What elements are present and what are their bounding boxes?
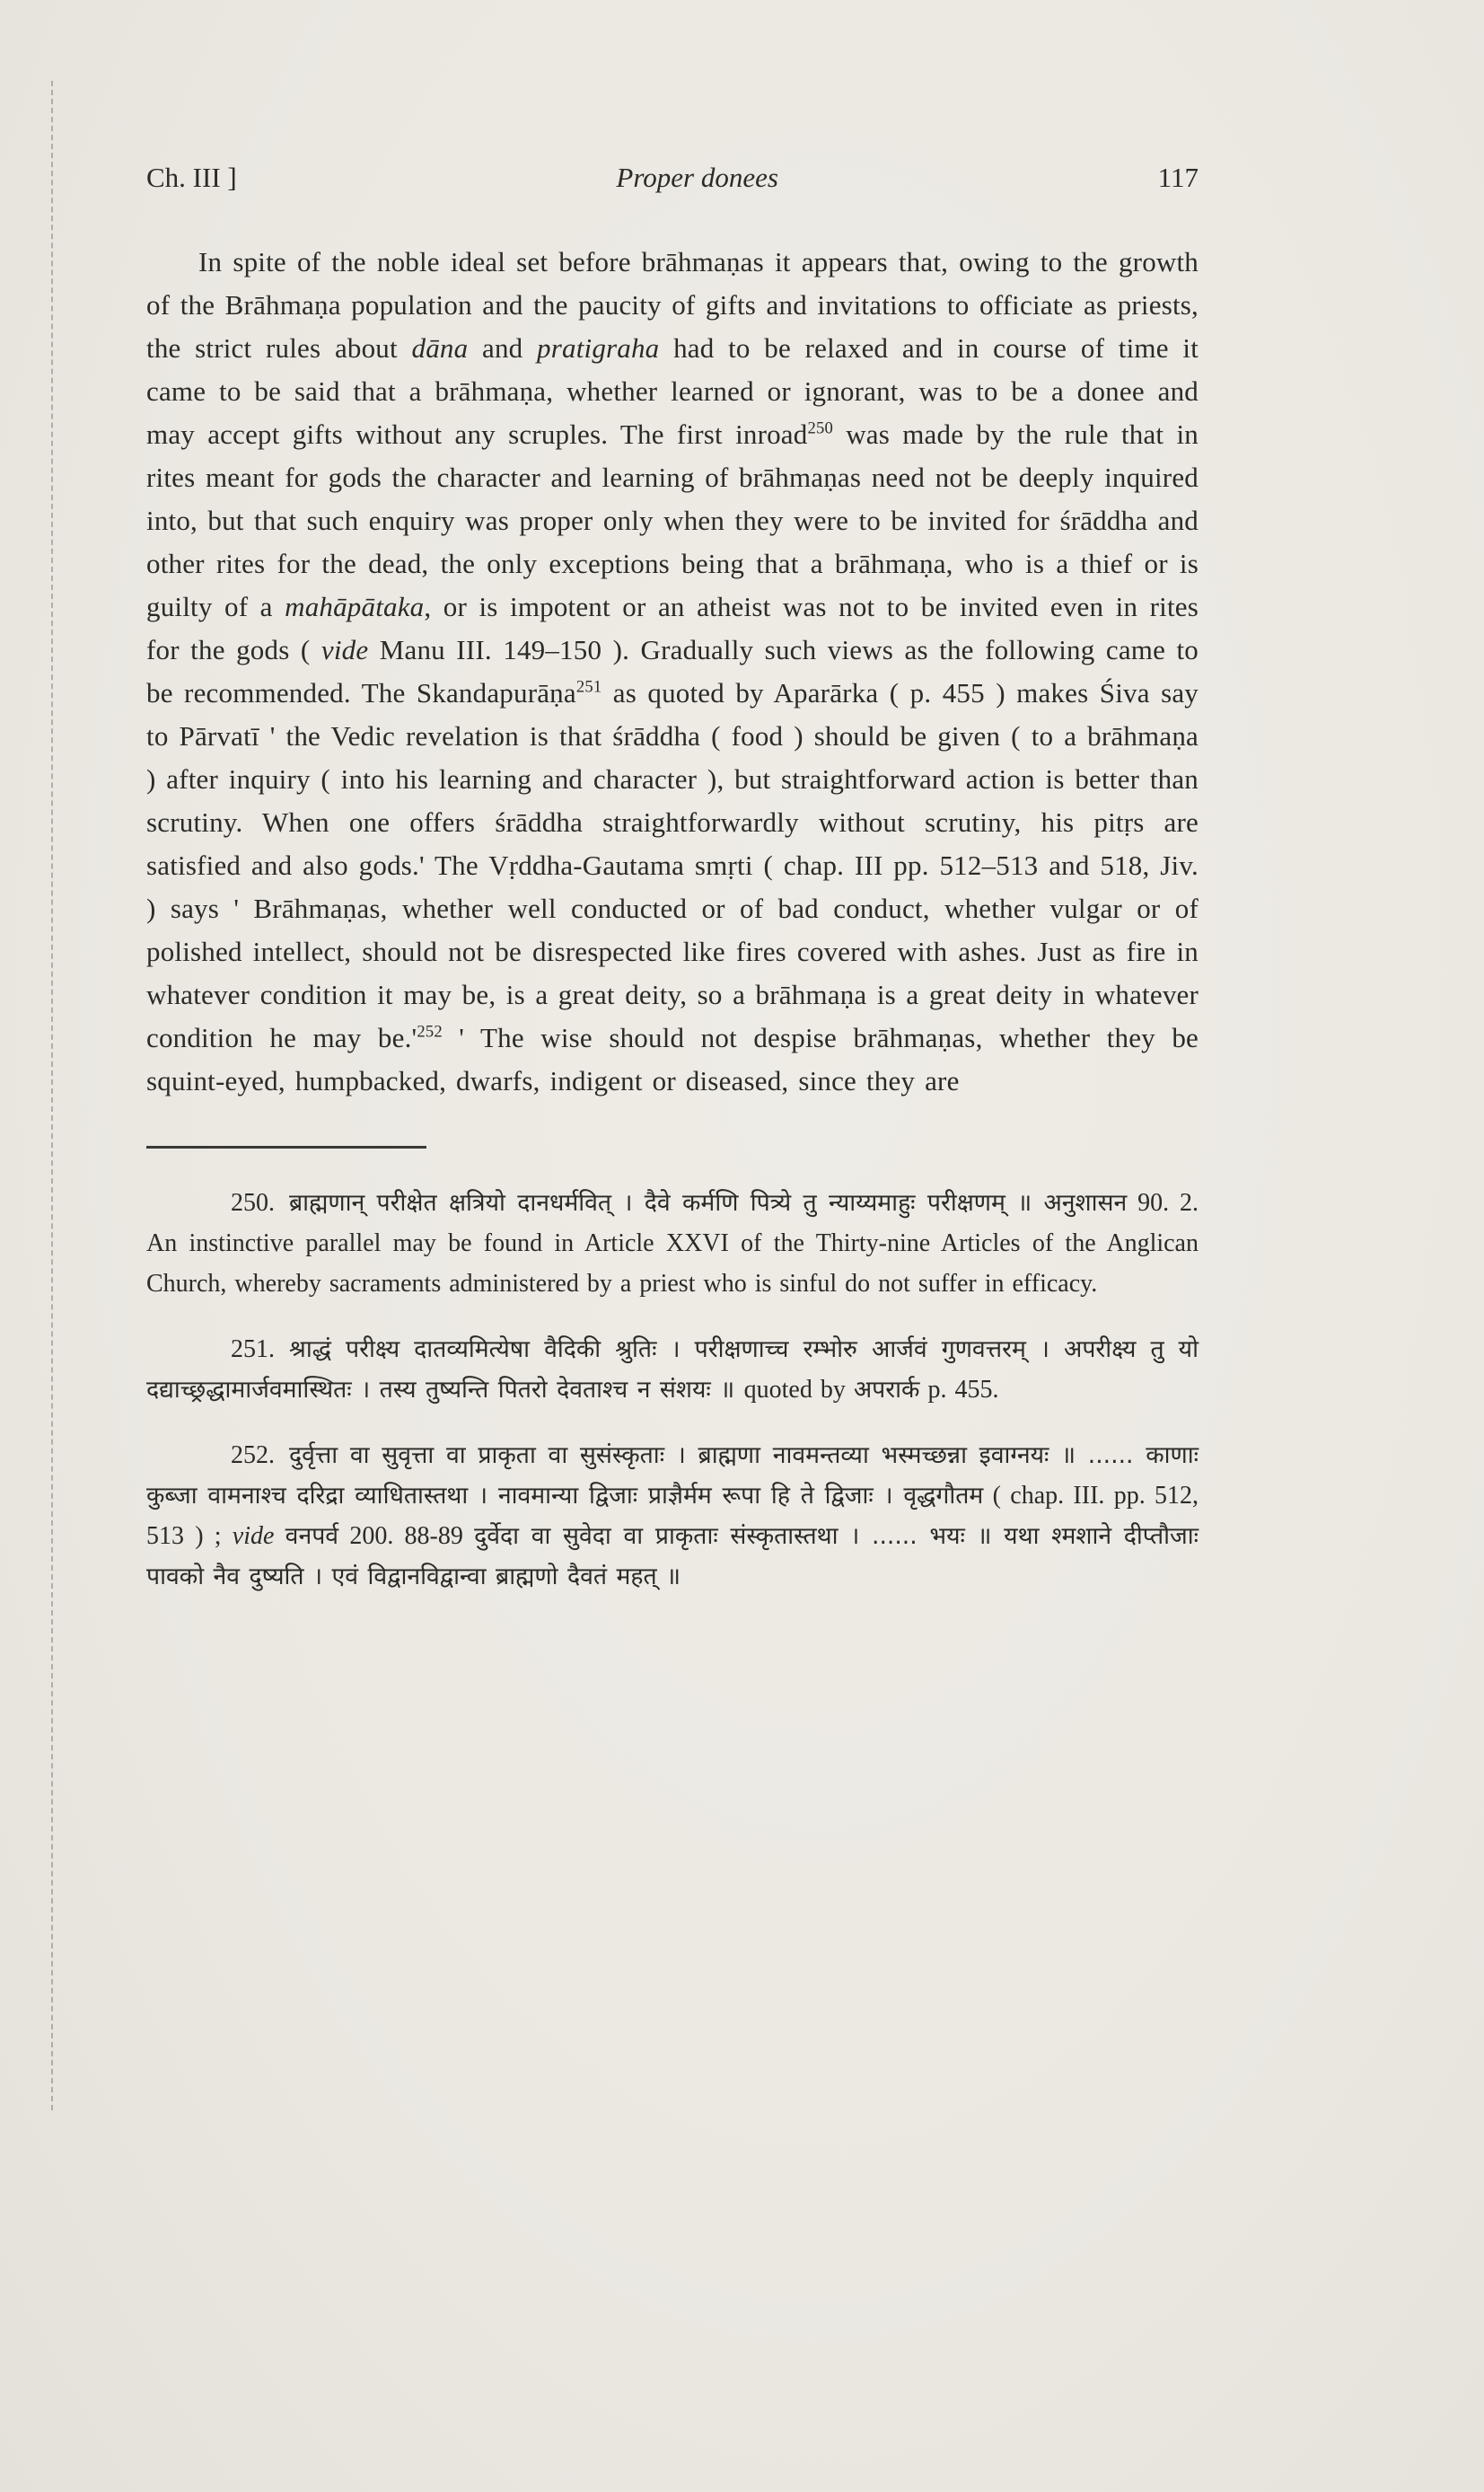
footnote-number: 252. bbox=[231, 1441, 275, 1469]
footnote-251 bbox=[146, 1329, 1199, 1410]
page-number: 117 bbox=[1157, 162, 1199, 193]
chapter-label: Ch. III ] bbox=[146, 162, 237, 193]
running-title: Proper donees bbox=[616, 162, 778, 193]
footnote-number: 250. bbox=[231, 1189, 275, 1217]
footnote-250 bbox=[146, 1183, 1199, 1304]
page-content bbox=[146, 160, 1199, 1622]
page-header bbox=[146, 160, 1199, 196]
footnote-separator bbox=[146, 1146, 426, 1149]
footnote-text: ब्राह्मणान् परीक्षेत क्षत्रियो दानधर्मवित् । दैवे कर्मणि पित्र्ये तु न्याय्यमाहुः परीक्षणम् ॥ अनुशासन 90. 2. An instinctive parallel may be found in Article XXVI of the Thirty-nine Articles of the Anglican Church, whereby sacraments administered by a priest who is sinful do not suffer in efficacy. bbox=[146, 1189, 1199, 1298]
binding-mark-line bbox=[51, 81, 53, 2110]
footnotes-section bbox=[146, 1183, 1199, 1597]
main-paragraph: In spite of the noble ideal set before brāhmaṇas it appears that, owing to the growth of the Brāhmaṇa population and the paucity of gifts and invitations to officiate as priests, the strict rules about dāna and pratigraha had to be relaxed and in course of time it came to be said that a brāhmaṇa, whether learned or ignorant, was to be a donee and may accept gifts without any scruples. The first inroad$^{250}$ was made by the rule that in rites meant for gods the character and learning of brāhmaṇas need not be deeply inquired into, but that such enquiry was proper only when they were to be invited for śrāddha and other rites for the dead, the only exceptions being that a brāhmaṇa, who is a thief or is guilty of a mahāpātaka, or is impotent or an atheist was not to be invited even in rites for the gods ( vide Manu III. 149–150 ). Gradually such views as the following came to be recommended. The Skandapurāṇa$^{251}$ as quoted by Aparārka ( p. 455 ) makes Śiva say to Pārvatī ' the Vedic revelation is that śrāddha ( food ) should be given ( to a brāhmaṇa ) after inquiry ( into his learning and character ), but straightforward action is better than scrutiny. When one offers śrāddha straightforwardly without scrutiny, his pitṛs are satisfied and also gods.' The Vṛddha-Gautama smṛti ( chap. III pp. 512–513 and 518, Jiv. ) says ' Brāhmaṇas, whether well conducted or of bad conduct, whether vulgar or of polished intellect, should not be disrespected like fires covered with ashes. Just as fire in whatever condition it may be, is a great deity, so a brāhmaṇa is a great deity in whatever condition he may $be.'^{252}$ ' The wise should not despise brāhmaṇas, whether they be squint-eyed, humpbacked, dwarfs, indigent or diseased, since they are bbox=[146, 246, 1199, 1096]
footnote-number: 251. bbox=[231, 1335, 275, 1363]
footnote-text: श्राद्धं परीक्ष्य दातव्यमित्येषा वैदिकी श्रुतिः । परीक्षणाच्च रम्भोरु आर्जवं गुणवत्तरम् । अपरीक्ष्य तु यो दद्याच्छ्रद्धामार्जवमास्थितः । तस्य तुष्यन्ति पितरो देवताश्च न संशयः ॥ quoted by अपरार्क p. 455. bbox=[146, 1335, 1199, 1404]
footnote-text: दुर्वृत्ता वा सुवृत्ता वा प्राकृता वा सुसंस्कृताः । ब्राह्मणा नावमन्तव्या भस्मच्छन्ना इवाग्नयः ॥ ...... काणाः कुब्जा वामनाश्च दरिद्रा व्याधितास्तथा । नावमान्या द्विजाः प्राज्ञैर्मम रूपा हि ते द्विजाः । वृद्धगौतम ( chap. III. pp. 512, 513 ) ; vide वनपर्व 200. 88-89 दुर्वेदा वा सुवेदा वा प्राकृताः संस्कृतास्तथा । ...... भयः ॥ यथा श्मशाने दीप्तौजाः पावको नैव दुष्यति । एवं विद्वानविद्वान्वा ब्राह्मणो दैवतं महत् ॥ bbox=[146, 1441, 1199, 1590]
footnote-252 bbox=[146, 1435, 1199, 1597]
